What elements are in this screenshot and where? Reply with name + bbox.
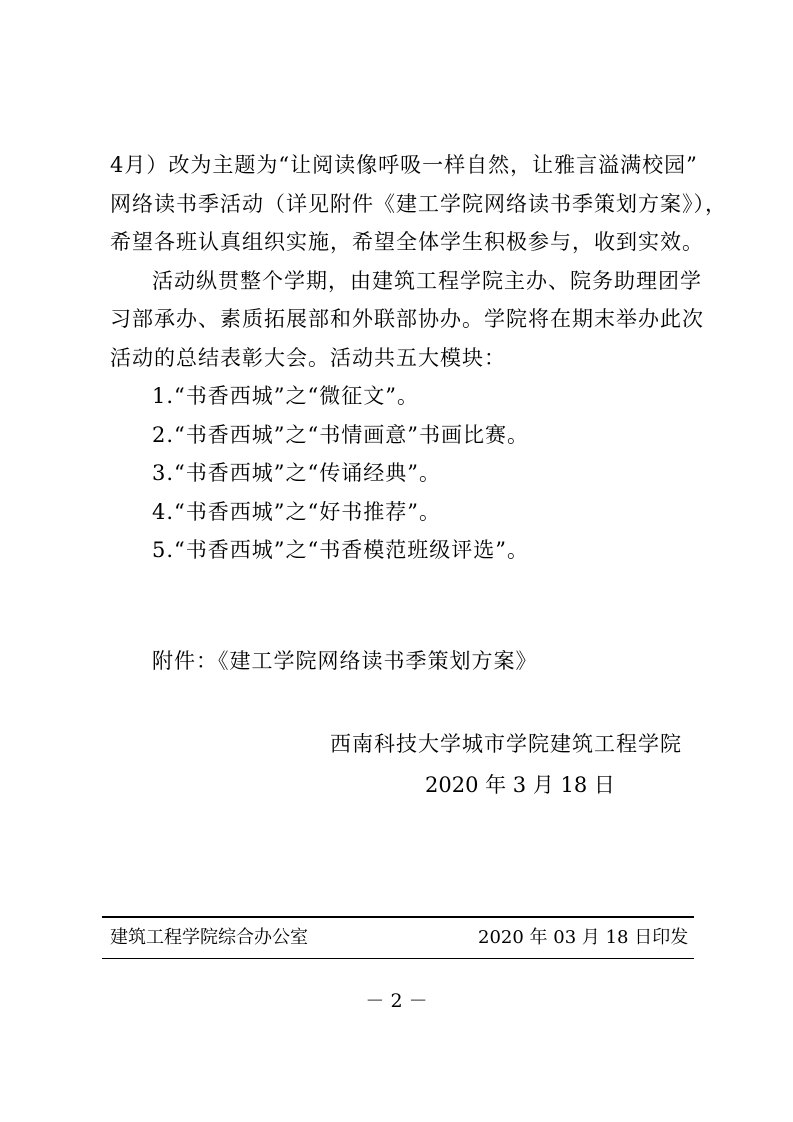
footer-bottom-rule	[102, 958, 694, 959]
module-item: 5.“书香西城”之“书香模范班级评选”。	[152, 538, 529, 562]
signature-organization: 西南科技大学城市学院建筑工程学院	[330, 732, 682, 756]
body-line: 习部承办、素质拓展部和外联部协办。学院将在期末举办此次	[110, 307, 704, 331]
module-item: 2.“书香西城”之“书情画意”书画比赛。	[152, 422, 529, 447]
body-line: 活动纵贯整个学期，由建筑工程学院主办、院务助理团学	[152, 268, 702, 293]
body-line: 活动的总结表彰大会。活动共五大模块：	[110, 345, 506, 370]
footer-issuer: 建筑工程学院综合办公室	[110, 927, 308, 948]
signature-date: 2020 年 3 月 18 日	[425, 773, 615, 797]
body-line: 希望各班认真组织实施，希望全体学生积极参与，收到实效。	[110, 230, 704, 254]
page-number: － 2 －	[365, 990, 428, 1012]
footer-issue-date: 2020 年 03 月 18 日印发	[478, 927, 689, 948]
body-line: 4月）改为主题为“让阅读像呼吸一样自然，让雅言溢满校园”	[110, 153, 698, 177]
footer-top-rule	[102, 916, 694, 918]
body-line: 网络读书季活动（详见附件《建工学院网络读书季策划方案》），	[110, 191, 727, 216]
module-item: 1.“书香西城”之“微征文”。	[152, 384, 419, 408]
body-text	[110, 146, 727, 570]
module-item: 3.“书香西城”之“传诵经典”。	[152, 461, 441, 485]
module-item: 4.“书香西城”之“好书推荐”。	[152, 499, 441, 524]
attachment-note: 附件：《建工学院网络读书季策划方案》	[152, 649, 538, 673]
